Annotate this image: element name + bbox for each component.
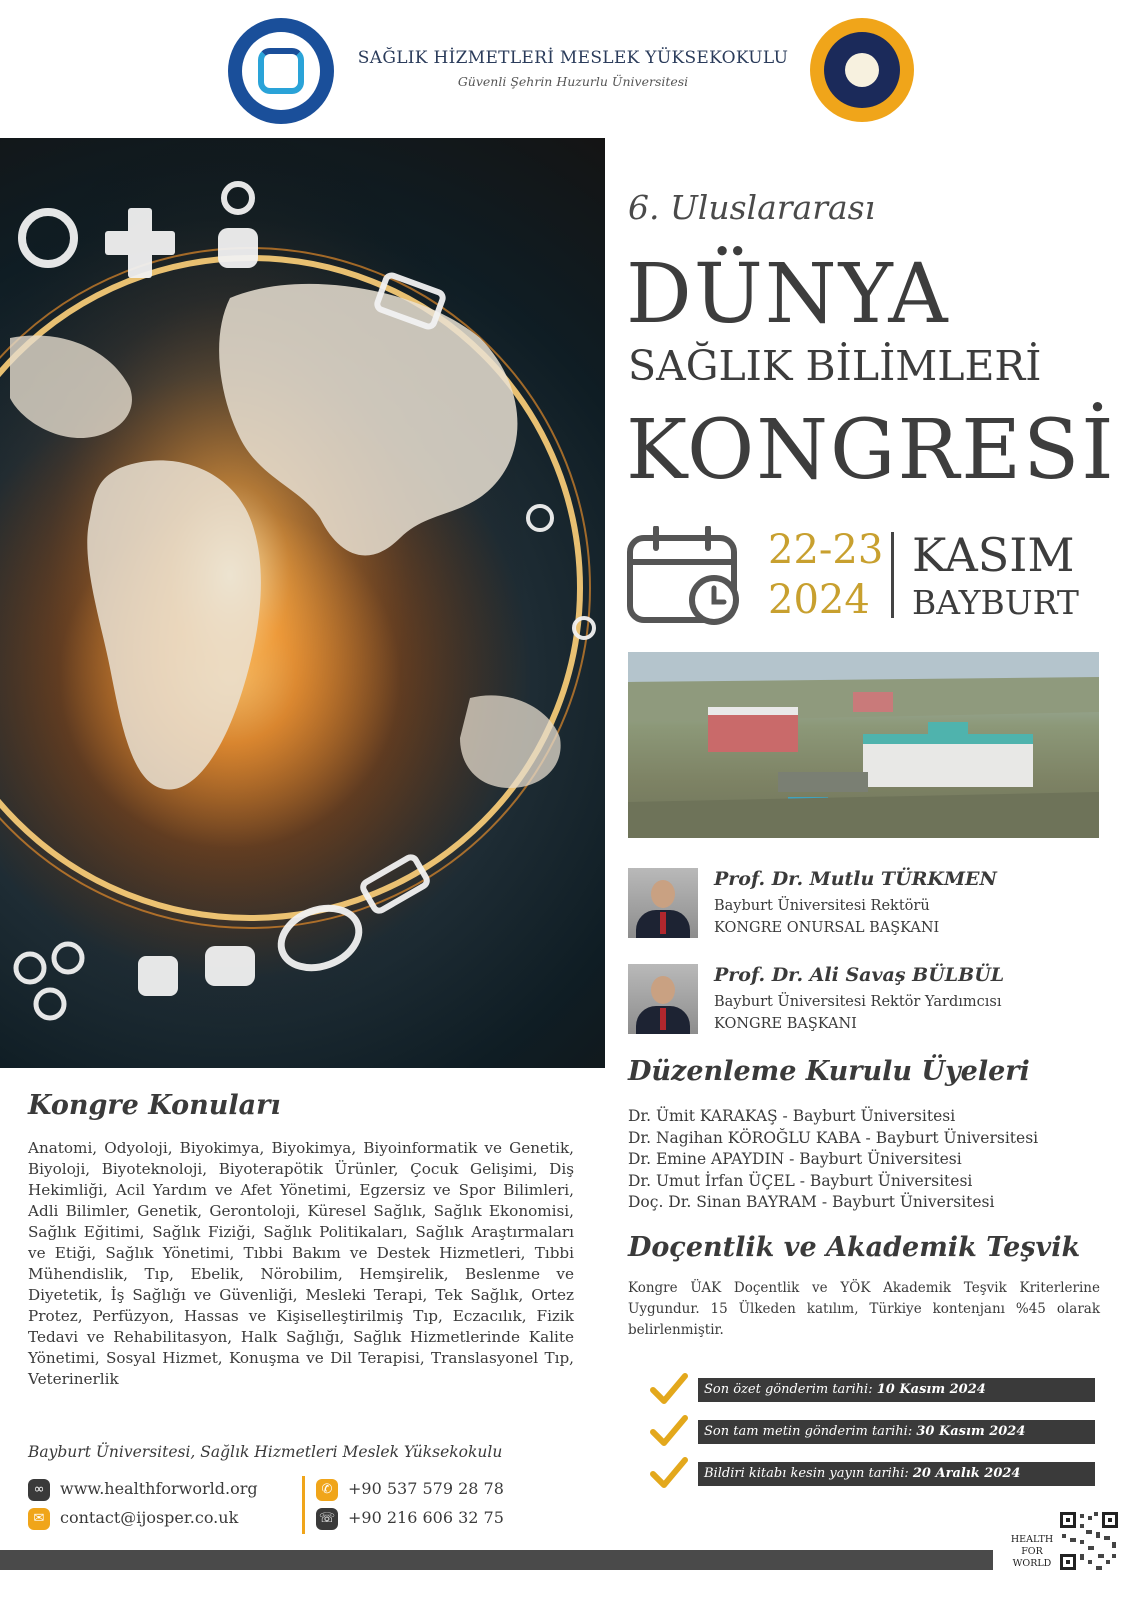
brand-line: FOR xyxy=(1021,1546,1043,1557)
checkmark-icon xyxy=(650,1456,688,1490)
calendar-icon xyxy=(626,526,744,630)
checkmark-icon xyxy=(650,1414,688,1448)
email-link[interactable]: contact@ijosper.co.uk xyxy=(60,1508,239,1527)
school-title: SAĞLIK HİZMETLERİ MESLEK YÜKSEKOKULU xyxy=(357,48,789,68)
topics-title: Kongre Konuları xyxy=(28,1090,281,1121)
deadline-row xyxy=(650,1456,1095,1490)
list-item: Dr. Ümit KARAKAŞ - Bayburt Üniversitesi xyxy=(628,1107,956,1125)
qr-code-icon[interactable] xyxy=(1058,1510,1120,1572)
institute-logo-icon xyxy=(810,18,914,122)
institution-name: Bayburt Üniversitesi, Sağlık Hizmetleri Meslek Yüksekokulu xyxy=(28,1443,503,1461)
deadline-row xyxy=(650,1414,1095,1448)
list-item: Doç. Dr. Sinan BAYRAM - Bayburt Üniversitesi xyxy=(628,1193,995,1211)
date-divider xyxy=(891,532,894,618)
email-icon: ✉ xyxy=(28,1508,50,1530)
congress-edition: 6. Uluslararası xyxy=(628,188,876,227)
congress-title-line1: DÜNYA xyxy=(626,247,950,342)
school-motto: Güvenli Şehrin Huzurlu Üniversitesi xyxy=(457,74,689,89)
deadline-bar xyxy=(698,1378,1095,1402)
topics-text: Anatomi, Odyoloji, Biyokimya, Biyokimya, Biyoinformatik ve Genetik, Biyoloji, Biyoteknoloji, Biyoterapötik Ürünler, Çocuk Gelişimi, Diş Hekimliği, Acil Yardım ve Afet Yönetimi, Egzersiz ve Spor Bilimleri, Adli Bilimler, Genetik, Gerontoloji, Küresel Sağlık, Sağlık Ekonomisi, Sağlık Eğitimi, Sağlık Fiziği, Sağlık Politikaları, Sağlık Araştırmaları ve Etiği, Sağlık Yönetimi, Tıbbi Bakım ve Destek Hizmetleri, Tıbbi Mühendislik, Tıp, Ebelik, Nörobilim, Hemşirelik, Beslenme ve Diyetetik, İş Sağlığı ve Güvenliği, Mesleki Terapi, Tek Sağlık, Ortez Protez, Perfüzyon, Hassas ve Kişiselleştirilmiş Tıp, Eczacılık, Fizik Tedavi ve Rehabilitasyon, Halk Sağlığı, Sağlık Hizmetlerinde Kalite Yönetimi, Sosyal Hizmet, Konuşma ve Dil Terapisi, Translasyonel Tıp, Veterinerlik xyxy=(28,1139,574,1388)
deadline-label: Bildiri kitabı kesin yayın tarihi: xyxy=(704,1466,909,1481)
person-name: Prof. Dr. Mutlu TÜRKMEN xyxy=(714,868,997,890)
brand-text xyxy=(1008,1534,1056,1570)
deadline-date: 30 Kasım 2024 xyxy=(916,1424,1026,1439)
date-city: BAYBURT xyxy=(912,583,1079,622)
avatar-ali-savas-bulbul xyxy=(628,964,698,1034)
contact-divider xyxy=(302,1476,305,1534)
list-item: Dr. Nagihan KÖROĞLU KABA - Bayburt Üniversitesi xyxy=(628,1128,1039,1147)
committee-title: Düzenleme Kurulu Üyeleri xyxy=(628,1056,1030,1087)
date-month: KASIM xyxy=(912,528,1075,582)
deadline-bar xyxy=(698,1462,1095,1486)
person-role: Bayburt Üniversitesi Rektörü xyxy=(714,898,930,914)
date-days: 22-23 xyxy=(768,527,884,573)
office-phone[interactable]: +90 216 606 32 75 xyxy=(348,1508,504,1527)
phone-icon: ✆ xyxy=(316,1479,338,1501)
docentlik-title: Doçentlik ve Akademik Teşvik xyxy=(628,1232,1081,1263)
person-title: KONGRE BAŞKANI xyxy=(714,1016,857,1032)
telephone-icon: ☏ xyxy=(316,1508,338,1530)
person-title: KONGRE ONURSAL BAŞKANI xyxy=(714,920,940,936)
docentlik-text: Kongre ÜAK Doçentlik ve YÖK Akademik Teşvik Kriterlerine Uygundur. 15 Ülkeden katılım, Türkiye kontenjanı %45 olarak belirlenmiştir. xyxy=(628,1280,1100,1338)
hero-globe-image xyxy=(0,138,605,1068)
mobile-phone[interactable]: +90 537 579 28 78 xyxy=(348,1479,504,1498)
deadline-label: Son özet gönderim tarihi: xyxy=(704,1382,873,1397)
deadline-bar xyxy=(698,1420,1095,1444)
person-role: Bayburt Üniversitesi Rektör Yardımcısı xyxy=(714,994,1002,1010)
congress-title-line2: SAĞLIK BİLİMLERİ xyxy=(628,342,1042,390)
person-name: Prof. Dr. Ali Savaş BÜLBÜL xyxy=(714,964,1005,986)
campus-photo xyxy=(628,652,1099,838)
congress-title-line3: KONGRESİ xyxy=(626,403,1116,498)
avatar-mutlu-turkmen xyxy=(628,868,698,938)
brand-line: HEALTH xyxy=(1010,1534,1054,1545)
bayburt-university-logo-icon xyxy=(228,18,334,124)
list-item: Dr. Umut İrfan ÜÇEL - Bayburt Üniversitesi xyxy=(628,1171,973,1190)
brand-line: WORLD xyxy=(1012,1558,1052,1569)
footer-bar xyxy=(0,1550,993,1570)
deadline-date: 20 Aralık 2024 xyxy=(912,1466,1021,1481)
date-year: 2024 xyxy=(768,577,870,623)
deadline-row xyxy=(650,1372,1095,1406)
page-header xyxy=(0,0,1142,138)
committee-members-list xyxy=(628,1106,1038,1214)
website-link[interactable]: www.healthforworld.org xyxy=(60,1479,258,1498)
link-icon: ∞ xyxy=(28,1479,50,1501)
checkmark-icon xyxy=(650,1372,688,1406)
list-item: Dr. Emine APAYDIN - Bayburt Üniversitesi xyxy=(628,1150,962,1168)
deadline-label: Son tam metin gönderim tarihi: xyxy=(704,1424,913,1439)
deadline-date: 10 Kasım 2024 xyxy=(876,1382,986,1397)
